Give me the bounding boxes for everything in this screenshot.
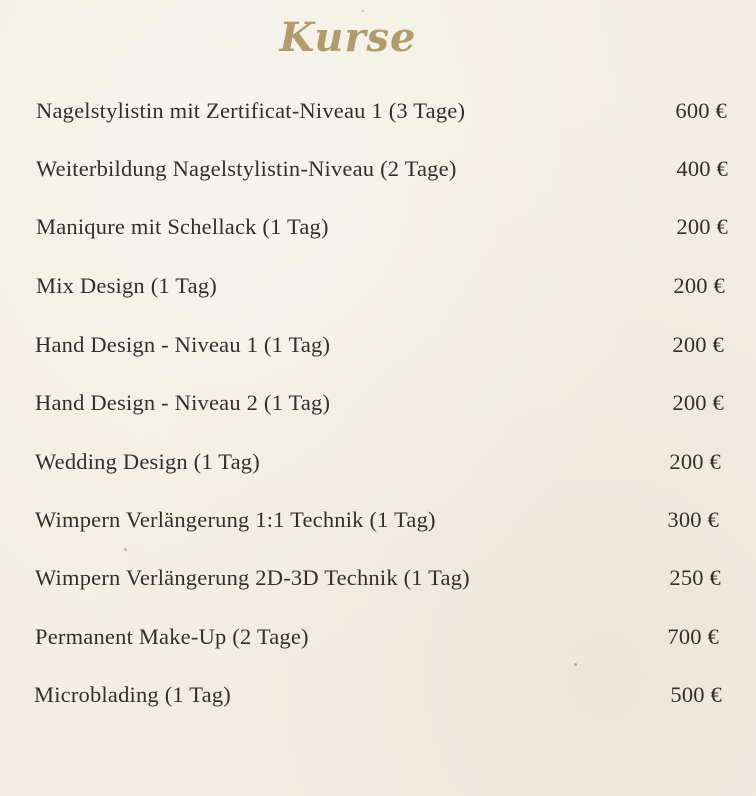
course-row	[0, 390, 756, 426]
paper-speck	[124, 548, 127, 551]
course-price: 200 €	[672, 390, 724, 415]
course-price: 250 €	[669, 565, 721, 590]
course-price: 600 €	[675, 98, 727, 123]
course-row	[0, 98, 756, 134]
course-row	[0, 449, 756, 485]
course-row	[0, 156, 756, 192]
course-price: 500 €	[670, 682, 722, 707]
course-row	[0, 332, 756, 368]
course-name: Wimpern Verlängerung 1:1 Technik (1 Tag)	[35, 507, 436, 532]
page-title: Kurse	[279, 14, 417, 61]
course-name: Wedding Design (1 Tag)	[35, 449, 260, 474]
course-price: 200 €	[676, 214, 728, 239]
course-name: Permanent Make-Up (2 Tage)	[35, 624, 309, 649]
course-row	[0, 273, 756, 309]
course-price: 200 €	[672, 332, 724, 357]
course-name: Microblading (1 Tag)	[34, 682, 231, 707]
course-row	[0, 682, 756, 718]
course-row	[0, 214, 756, 250]
course-name: Nagelstylistin mit Zertificat-Niveau 1 (3 Tage)	[36, 98, 466, 123]
course-name: Mix Design (1 Tag)	[36, 273, 217, 298]
course-row	[0, 565, 756, 601]
course-name: Wimpern Verlängerung 2D-3D Technik (1 Tag)	[35, 565, 470, 590]
course-price: 700 €	[667, 624, 719, 649]
paper-speck	[574, 663, 577, 666]
course-price: 300 €	[667, 507, 719, 532]
course-name: Weiterbildung Nagelstylistin-Niveau (2 Tage)	[36, 156, 457, 181]
course-price: 200 €	[673, 273, 725, 298]
course-row	[0, 507, 756, 543]
course-name: Hand Design - Niveau 1 (1 Tag)	[35, 332, 331, 357]
course-row	[0, 624, 756, 660]
paper-speck	[362, 10, 364, 12]
course-price: 200 €	[669, 449, 721, 474]
course-price: 400 €	[676, 156, 728, 181]
course-name: Hand Design - Niveau 2 (1 Tag)	[35, 390, 331, 415]
course-name: Maniqure mit Schellack (1 Tag)	[36, 214, 329, 239]
